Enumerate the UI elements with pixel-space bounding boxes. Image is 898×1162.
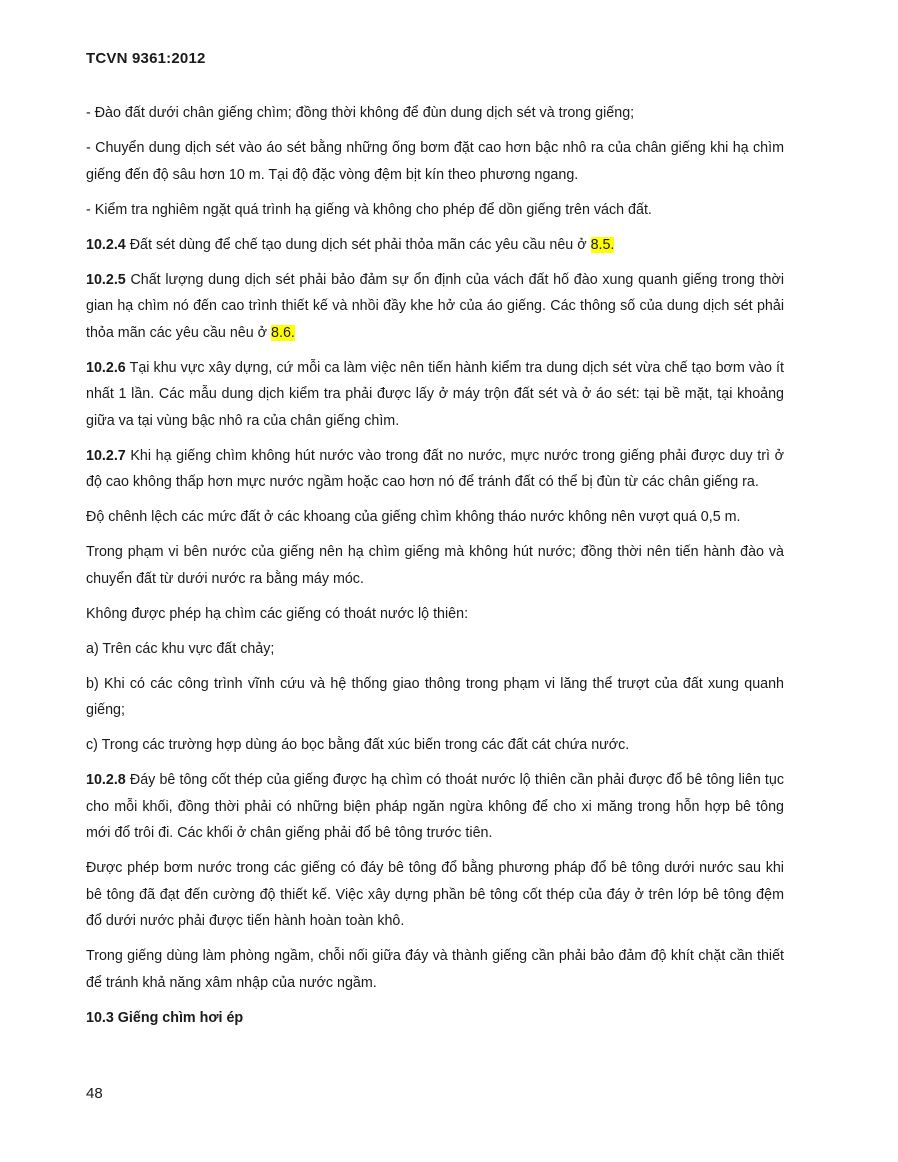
paragraph [86,601,784,628]
section-heading [86,1005,784,1032]
paragraph-text: a) Trên các khu vực đất chảy; [86,640,275,657]
paragraph [86,767,784,847]
paragraph-text: - Kiểm tra nghiêm ngặt quá trình hạ giếng và không cho phép để dồn giếng trên vách đất. [86,201,652,218]
page-number: 48 [86,1085,103,1102]
document-body [86,100,784,1040]
clause-number: 10.2.8 [86,772,126,788]
clause-number: 10.2.4 [86,236,126,253]
paragraph [86,232,784,259]
highlighted-reference: 8.5. [590,236,615,253]
clause-number: 10.2.5 [86,271,126,288]
paragraph [86,943,784,996]
paragraph-text: Đáy bê tông cốt thép của giếng được hạ chìm có thoát nước lộ thiên cần phải được đổ bê tông liên tục cho mỗi khối, đồng thời phải có những biện pháp ngăn ngừa không để cho xi măng trong hỗn hợp bê tông mới đổ trôi đi. Các khối ở chân giếng phải đổ bê tông trước tiên. [86,772,784,841]
paragraph-text: Không được phép hạ chìm các giếng có thoát nước lộ thiên: [86,605,469,622]
paragraph-text: 10.3 Giếng chìm hơi ép [86,1009,244,1026]
paragraph [86,197,784,224]
paragraph-text: Khi hạ giếng chìm không hút nước vào trong đất no nước, mực nước trong giếng phải được duy trì ở độ cao không thấp hơn mực nước ngầm hoặc cao hơn nó để tránh đất có thể bị đùn từ các chân giếng ra. [86,447,784,490]
paragraph [86,671,784,724]
paragraph-text: Chất lượng dung dịch sét phải bảo đảm sự ổn định của vách đất hố đào xung quanh giếng trong thời gian hạ chìm nó đến cao trình thiết kế và nhồi đầy khe hở của áo giếng. Các thông số của dung dịch sét phải thỏa mãn các yêu cầu nêu ở [86,271,784,341]
paragraph [86,732,784,759]
paragraph-text: Trong giếng dùng làm phòng ngầm, chỗi nối giữa đáy và thành giếng cần phải bảo đảm độ khít chặt cần thiết để tránh khả năng xâm nhập của nước ngầm. [86,948,784,991]
paragraph-text: Được phép bơm nước trong các giếng có đáy bê tông đổ bằng phương pháp đổ bê tông dưới nước sau khi bê tông đã đạt đến cường độ thiết kế. Việc xây dựng phần bê tông cốt thép của đáy ở trên lớp bê tông đệm đổ dưới nước phải được tiến hành hoàn toàn khô. [86,860,784,929]
paragraph-text: c) Trong các trường hợp dùng áo bọc bằng đất xúc biến trong các đất cát chứa nước. [86,737,630,753]
paragraph [86,443,784,496]
highlighted-reference: 8.6. [271,324,295,341]
paragraph [86,100,784,127]
paragraph [86,135,784,188]
paragraph-text: b) Khi có các công trình vĩnh cứu và hệ thống giao thông trong phạm vi lăng thể trượt của đất xung quanh giếng; [86,675,784,718]
paragraph-text: Đất sét dùng để chế tạo dung dịch sét phải thỏa mãn các yêu cầu nêu ở [125,236,591,253]
paragraph [86,355,784,435]
paragraph [86,267,784,347]
paragraph-text: Trong phạm vi bên nước của giếng nên hạ chìm giếng mà không hút nước; đồng thời nên tiến hành đào và chuyển đất từ dưới nước ra bằng máy móc. [86,544,784,587]
paragraph-text: - Đào đất dưới chân giếng chìm; đồng thời không để đùn dung dịch sét và trong giếng; [86,105,635,121]
paragraph-text: Độ chênh lệch các mức đất ở các khoang của giếng chìm không tháo nước không nên vượt quá 0,5 m. [86,509,741,525]
paragraph [86,539,784,592]
paragraph [86,504,784,531]
paragraph [86,855,784,935]
paragraph-text: - Chuyển dung dịch sét vào áo sét bằng những ống bơm đặt cao hơn bậc nhô ra của chân giếng khi hạ chìm giếng đến độ sâu hơn 10 m. Tại độ đặc vòng đệm bịt kín theo phương ngang. [86,140,784,183]
document-header: TCVN 9361:2012 [86,50,206,67]
clause-number: 10.2.6 [86,359,126,376]
clause-number: 10.2.7 [86,447,126,464]
paragraph [86,636,784,663]
paragraph-text: Tại khu vực xây dựng, cứ mỗi ca làm việc nên tiến hành kiểm tra dung dịch sét vừa chế tạo bơm vào ít nhất 1 lần. Các mẫu dung dịch kiểm tra phải được lấy ở máy trộn đất sét và ở áo sét: tại bề mặt, tại khoảng giữa va tại vùng bậc nhô ra của chân giếng chìm. [86,359,784,429]
